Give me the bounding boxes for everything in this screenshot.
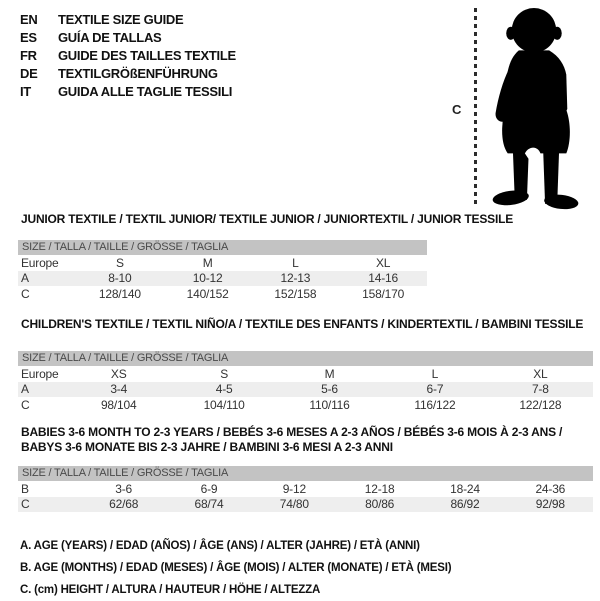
footnote-age-months: B. AGE (MONTHS) / EDAD (MESES) / ÂGE (MOIS) / ALTER (MONATE) / ETÀ (MESI) — [20, 562, 452, 574]
value-cell: 128/140 — [98, 286, 141, 301]
baby-silhouette — [482, 6, 592, 212]
value-cell: 6-7 — [426, 382, 444, 397]
table-row-europe — [18, 255, 427, 271]
row-label-cell: C — [21, 286, 30, 301]
value-cell: 62/68 — [109, 497, 139, 512]
value-cell: 5-6 — [321, 382, 338, 397]
size-cell: M — [202, 255, 213, 270]
lang-title: GUIDA ALLE TAGLIE TESSILI — [58, 83, 233, 99]
lang-title: TEXTILGRÖßENFÜHRUNG — [58, 65, 218, 81]
value-cell: 18-24 — [450, 481, 480, 496]
table-row-age — [18, 271, 427, 287]
babies-heading-line2: BABYS 3-6 MONATE BIS 2-3 JAHRE / BAMBINI 3-6 MESI A 2-3 ANNI — [21, 440, 393, 454]
size-cell: L — [292, 255, 299, 270]
size-cell: L — [431, 366, 439, 381]
lang-code: IT — [20, 83, 31, 99]
value-cell: 68/74 — [194, 497, 224, 512]
lang-title: TEXTILE SIZE GUIDE — [58, 11, 184, 27]
value-cell: 104/110 — [203, 397, 245, 412]
lang-code: FR — [20, 47, 37, 63]
footnote-age-years: A. AGE (YEARS) / EDAD (AÑOS) / ÂGE (ANS) / ALTER (JAHRE) / ETÀ (ANNI) — [20, 540, 420, 552]
footnotes — [20, 535, 451, 601]
language-guide-block — [20, 10, 236, 100]
value-cell: 80/86 — [365, 497, 395, 512]
children-size-table — [18, 351, 593, 413]
value-cell: 158/170 — [362, 286, 405, 301]
lang-row-it — [20, 82, 236, 100]
row-label-cell: Europe — [21, 255, 59, 270]
value-cell: 7-8 — [531, 382, 549, 397]
value-cell: 10-12 — [192, 271, 223, 286]
row-label-cell: A — [21, 382, 29, 397]
value-cell: 3-4 — [110, 382, 128, 397]
value-cell: 140/152 — [186, 286, 229, 301]
value-cell: 9-12 — [282, 481, 306, 496]
value-cell: 14-16 — [368, 271, 398, 286]
size-cell: S — [220, 366, 229, 381]
lang-code: ES — [20, 29, 37, 45]
table-row-months — [18, 481, 593, 497]
babies-size-table — [18, 466, 593, 512]
height-measure-line — [474, 8, 477, 206]
lang-row-en — [20, 10, 236, 28]
junior-size-table — [18, 240, 427, 302]
height-figure — [440, 0, 600, 220]
junior-section-heading: JUNIOR TEXTILE / TEXTIL JUNIOR/ TEXTILE JUNIOR / JUNIORTEXTIL / JUNIOR TESSILE — [21, 212, 514, 226]
value-cell: 8-10 — [108, 271, 132, 286]
lang-row-de — [20, 64, 236, 82]
value-cell: 24-36 — [535, 481, 566, 496]
table-row-height — [18, 497, 593, 513]
row-label-cell: B — [21, 481, 29, 496]
row-label-cell: Europe — [21, 366, 59, 381]
row-label-cell: A — [21, 271, 29, 286]
value-cell: 6-9 — [200, 481, 218, 496]
value-cell: 74/80 — [279, 497, 309, 512]
size-table-header: SIZE / TALLA / TAILLE / GRÖSSE / TAGLIA — [18, 466, 593, 481]
size-table-header: SIZE / TALLA / TAILLE / GRÖSSE / TAGLIA — [18, 351, 593, 366]
value-cell: 116/122 — [414, 397, 456, 412]
lang-title: GUÍA DE TALLAS — [58, 29, 162, 45]
row-label-cell: C — [21, 397, 30, 412]
value-cell: 12-18 — [364, 481, 395, 496]
size-cell: M — [324, 366, 335, 381]
value-cell: 86/92 — [450, 497, 480, 512]
footnote-height-cm: C. (cm) HEIGHT / ALTURA / HAUTEUR / HÖHE / ALTEZZA — [20, 584, 321, 596]
lang-code: DE — [20, 65, 38, 81]
value-cell: 110/116 — [309, 397, 350, 412]
table-row-height — [18, 397, 593, 413]
row-label-cell: C — [21, 497, 30, 512]
value-cell: 92/98 — [535, 497, 565, 512]
lang-code: EN — [20, 11, 38, 27]
size-cell: XL — [533, 366, 548, 381]
value-cell: 122/128 — [519, 397, 562, 412]
size-cell: XS — [110, 366, 127, 381]
lang-row-es — [20, 28, 236, 46]
value-cell: 98/104 — [100, 397, 137, 412]
size-cell: S — [115, 255, 124, 270]
babies-heading-line1: BABIES 3-6 MONTH TO 2-3 YEARS / BEBÉS 3-6 MESES A 2-3 AÑOS / BÉBÉS 3-6 MOIS À 2-3 ANS / — [21, 425, 563, 439]
babies-section-heading — [21, 425, 562, 455]
table-row-height — [18, 286, 427, 302]
size-table-header: SIZE / TALLA / TAILLE / GRÖSSE / TAGLIA — [18, 240, 427, 255]
value-cell: 12-13 — [280, 271, 311, 286]
value-cell: 152/158 — [274, 286, 317, 301]
height-measure-label: C — [452, 102, 462, 117]
children-section-heading: CHILDREN'S TEXTILE / TEXTIL NIÑO/A / TEXTILE DES ENFANTS / KINDERTEXTIL / BAMBINI TESSILE — [21, 317, 584, 331]
table-row-europe — [18, 366, 593, 382]
lang-row-fr — [20, 46, 236, 64]
lang-title: GUIDE DES TAILLES TEXTILE — [58, 47, 236, 63]
value-cell: 4-5 — [215, 382, 233, 397]
table-row-age — [18, 382, 593, 398]
size-cell: XL — [375, 255, 391, 270]
value-cell: 3-6 — [115, 481, 133, 496]
